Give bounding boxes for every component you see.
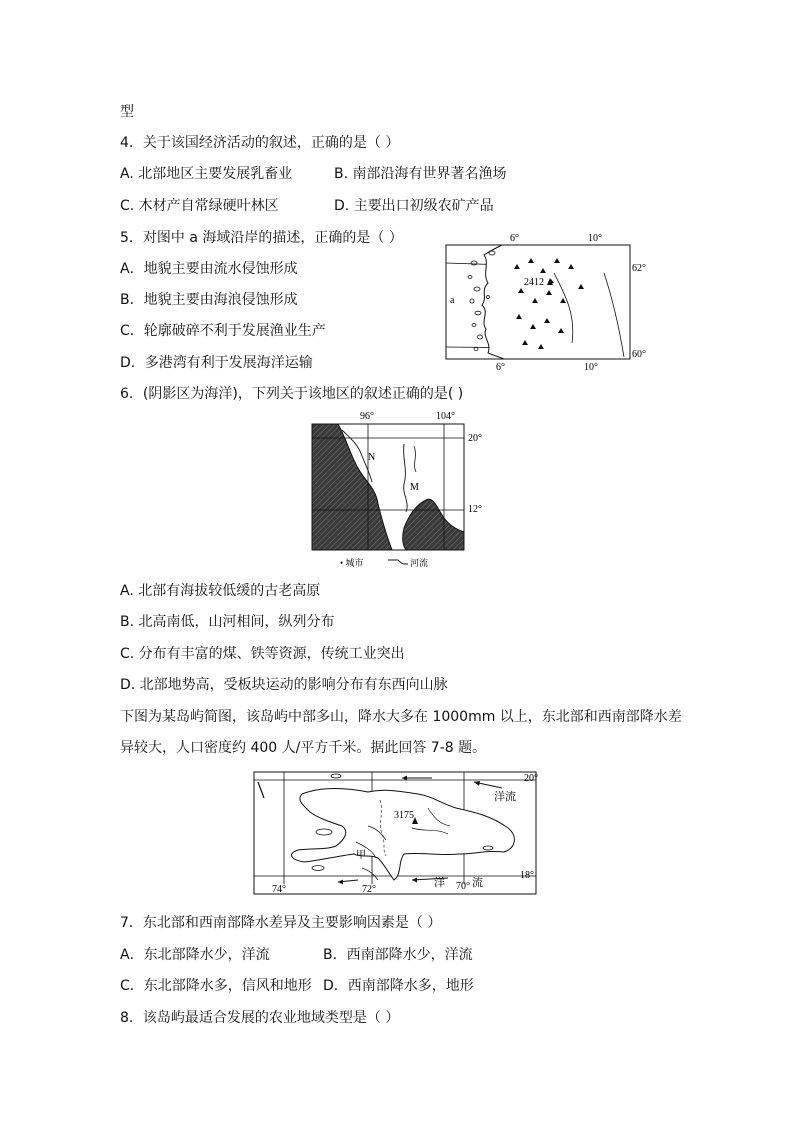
question-4: 4．关于该国经济活动的叙述，正确的是（ ）: [120, 135, 400, 151]
q5-option-d: D．多港湾有利于发展海洋运输: [120, 355, 313, 371]
map3-current-left: 洋: [434, 877, 445, 889]
question-5: 5．对图中 a 海域沿岸的描述，正确的是（ ）: [120, 230, 403, 246]
map1-lon-6-bottom: 6°: [496, 362, 505, 373]
map1-lat-60: 60°: [632, 349, 646, 360]
q6-option-c: C. 分布有丰富的煤、铁等资源，传统工业突出: [120, 646, 405, 662]
q6-option-d: D. 北部地势高，受板块运动的影响分布有东西向山脉: [120, 677, 448, 693]
map3-lat-20: 20°: [524, 773, 538, 784]
map2-lat-12: 12°: [468, 504, 482, 515]
q4-option-d: D. 主要出口初级农矿产品: [334, 198, 494, 214]
q6-option-b: B. 北高南低，山河相间，纵列分布: [120, 614, 335, 630]
map3-lon-74: 74°: [272, 884, 286, 895]
q7-option-d: D．西南部降水多，地形: [323, 978, 474, 994]
question-7: 7．东北部和西南部降水差异及主要影响因素是（ ）: [120, 915, 442, 931]
map1-lon-6-top: 6°: [510, 233, 519, 244]
map1-lon-10-bottom: 10°: [584, 362, 598, 373]
q5-option-b: B．地貌主要由海浪侵蚀形成: [120, 292, 298, 308]
map1-lat-62: 62°: [632, 263, 646, 274]
map2-label-m: M: [410, 482, 419, 493]
map3-lon-70: 70°: [456, 881, 470, 892]
map3-current-right: 流: [472, 877, 483, 889]
map3-peak-label: 3175: [394, 810, 414, 821]
map2-label-n: N: [368, 452, 376, 463]
map3-place-label: 甲: [356, 850, 366, 861]
q4-option-a: A. 北部地区主要发展乳畜业: [120, 166, 293, 182]
map1-lon-10-top: 10°: [588, 233, 602, 244]
map2-legend-city: • 城市: [340, 558, 364, 568]
q7-option-b: B．西南部降水少，洋流: [323, 947, 473, 963]
river-icon: [388, 560, 408, 564]
map-norway-coast: [444, 233, 652, 373]
q7-option-a: A．东北部降水少，洋流: [120, 947, 270, 963]
map2-lon-104: 104°: [436, 411, 455, 422]
map1-sea-label: a: [450, 295, 455, 306]
map1-peak-label: 2412: [524, 277, 544, 288]
map-indochina: [306, 408, 496, 572]
map3-current-label: 洋流: [494, 791, 516, 803]
map2-lon-96: 96°: [360, 411, 374, 422]
question-8: 8．该岛屿最适合发展的农业地域类型是（ ）: [120, 1010, 400, 1026]
question-6: 6．(阴影区为海洋)，下列关于该地区的叙述正确的是( ): [120, 386, 464, 402]
q5-option-c: C．轮廓破碎不利于发展渔业生产: [120, 323, 326, 339]
q6-option-a: A. 北部有海拔较低缓的古老高原: [120, 583, 321, 599]
q4-option-c: C. 木材产自常绿硬叶林区: [120, 198, 279, 214]
q4-option-b: B. 南部沿海有世界著名渔场: [334, 166, 507, 182]
intro-line-1: 下图为某岛屿简图，该岛屿中部多山，降水大多在 1000mm 以上，东北部和西南部降水差: [120, 709, 682, 725]
map3-lon-72: 72°: [362, 884, 376, 895]
continued-line: 型: [120, 104, 134, 120]
map-island: [252, 768, 552, 896]
intro-line-2: 异较大，人口密度约 400 人/平方千米。据此回答 7-8 题。: [120, 740, 487, 756]
q7-option-c: C．东北部降水多，信风和地形: [120, 978, 312, 994]
q5-option-a: A．地貌主要由流水侵蚀形成: [120, 261, 298, 277]
map2-lat-20: 20°: [468, 433, 482, 444]
map2-legend-river: 河流: [410, 558, 429, 568]
map3-lat-18: 18°: [520, 870, 534, 881]
